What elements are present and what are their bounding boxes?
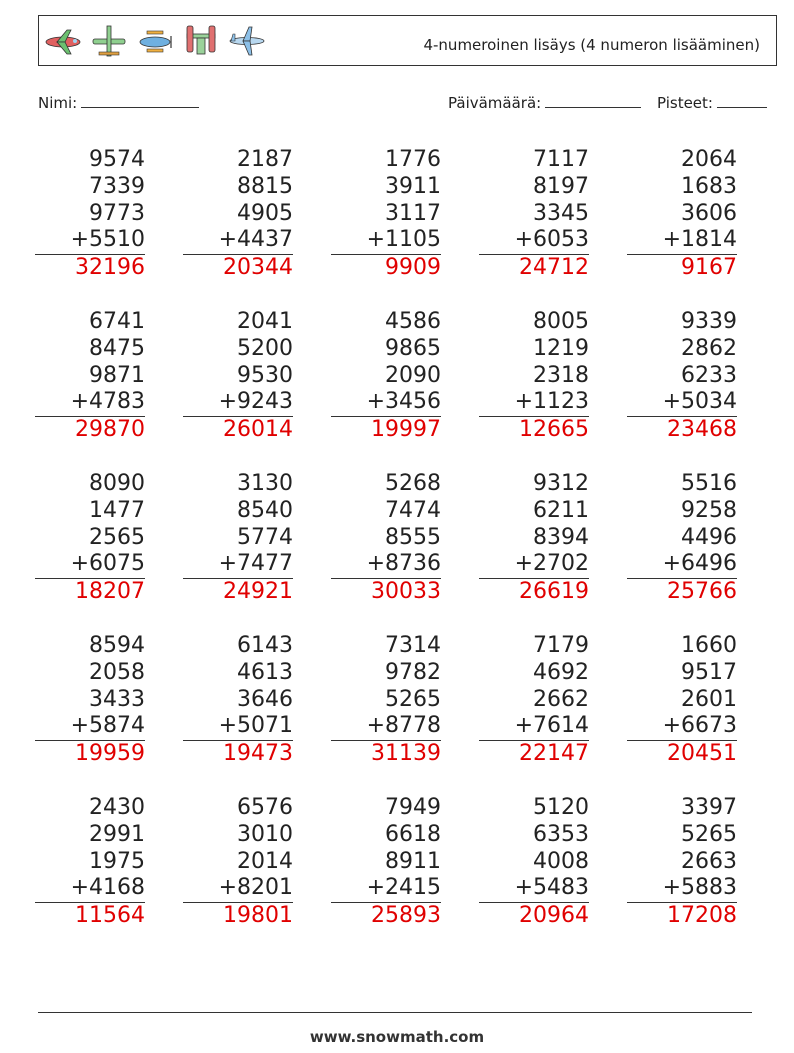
addend-2: 9517 <box>681 659 737 685</box>
addend-3: 4905 <box>237 200 293 226</box>
addend-4: +5034 <box>627 389 737 417</box>
worksheet-title: 4-numeroinen lisäys (4 numeron lisääminen) <box>423 36 760 54</box>
sum-answer: 18207 <box>75 579 145 605</box>
addition-problem <box>35 471 145 606</box>
addition-problem <box>35 147 145 282</box>
addend-4: +4437 <box>183 227 293 255</box>
addition-problem <box>35 795 145 930</box>
addend-3: 3606 <box>681 200 737 226</box>
addend-1: 2041 <box>237 309 293 334</box>
addend-1: 7179 <box>533 633 589 658</box>
addend-1: 1660 <box>681 633 737 658</box>
addition-problem <box>331 309 441 444</box>
addend-1: 8594 <box>89 633 145 658</box>
addend-1: 6741 <box>89 309 145 334</box>
addend-3: 3433 <box>89 686 145 712</box>
addition-problem <box>479 309 589 444</box>
header-icons <box>43 22 267 60</box>
addend-2: 9865 <box>385 335 441 361</box>
addend-4: +2702 <box>479 551 589 579</box>
addend-4: +5510 <box>35 227 145 255</box>
addend-4: +5071 <box>183 713 293 741</box>
sum-answer: 31139 <box>371 741 441 767</box>
addend-1: 5268 <box>385 471 441 496</box>
date-label: Päivämäärä: <box>448 94 542 112</box>
addend-3: 8555 <box>385 524 441 550</box>
addend-1: 1776 <box>385 147 441 172</box>
addend-1: 7314 <box>385 633 441 658</box>
addend-3: 5774 <box>237 524 293 550</box>
addend-1: 5516 <box>681 471 737 496</box>
biplane-icon <box>135 22 175 60</box>
sum-answer: 9909 <box>385 255 441 281</box>
addend-4: +7614 <box>479 713 589 741</box>
addend-4: +5483 <box>479 875 589 903</box>
addend-4: +5883 <box>627 875 737 903</box>
addend-1: 2187 <box>237 147 293 172</box>
addition-problem <box>627 309 737 444</box>
addend-4: +1123 <box>479 389 589 417</box>
sum-answer: 22147 <box>519 741 589 767</box>
addend-4: +1814 <box>627 227 737 255</box>
sum-answer: 24712 <box>519 255 589 281</box>
addend-3: 2662 <box>533 686 589 712</box>
addend-2: 4613 <box>237 659 293 685</box>
addend-2: 7339 <box>89 173 145 199</box>
addend-4: +1105 <box>331 227 441 255</box>
sum-answer: 19473 <box>223 741 293 767</box>
addend-2: 2862 <box>681 335 737 361</box>
addend-4: +4783 <box>35 389 145 417</box>
green-plane-icon <box>89 22 129 60</box>
sum-answer: 12665 <box>519 417 589 443</box>
addition-problem <box>183 633 293 768</box>
addend-4: +5874 <box>35 713 145 741</box>
addend-1: 9574 <box>89 147 145 172</box>
addend-4: +8778 <box>331 713 441 741</box>
addend-4: +9243 <box>183 389 293 417</box>
addition-problem <box>627 633 737 768</box>
addend-1: 9339 <box>681 309 737 334</box>
name-line <box>81 93 199 108</box>
addend-2: 6618 <box>385 821 441 847</box>
addend-1: 7949 <box>385 795 441 820</box>
sum-answer: 20964 <box>519 903 589 929</box>
addend-3: 3345 <box>533 200 589 226</box>
sum-answer: 19801 <box>223 903 293 929</box>
addend-4: +6075 <box>35 551 145 579</box>
addition-problem <box>331 471 441 606</box>
sum-answer: 17208 <box>667 903 737 929</box>
sum-answer: 11564 <box>75 903 145 929</box>
addend-1: 7117 <box>533 147 589 172</box>
sum-answer: 20451 <box>667 741 737 767</box>
sum-answer: 26619 <box>519 579 589 605</box>
addend-2: 1219 <box>533 335 589 361</box>
score-field[interactable] <box>657 93 767 112</box>
jet-plane-icon <box>227 22 267 60</box>
sum-answer: 19997 <box>371 417 441 443</box>
addend-1: 8090 <box>89 471 145 496</box>
addend-2: 1477 <box>89 497 145 523</box>
addend-3: 2014 <box>237 848 293 874</box>
addend-1: 2064 <box>681 147 737 172</box>
addition-problem <box>183 309 293 444</box>
addend-2: 8815 <box>237 173 293 199</box>
addend-2: 8197 <box>533 173 589 199</box>
addend-4: +6496 <box>627 551 737 579</box>
addend-1: 3130 <box>237 471 293 496</box>
addend-1: 6143 <box>237 633 293 658</box>
worksheet-header <box>38 15 777 66</box>
addend-3: 3646 <box>237 686 293 712</box>
addend-2: 3010 <box>237 821 293 847</box>
addend-3: 8911 <box>385 848 441 874</box>
red-plane-icon <box>43 22 83 60</box>
addition-problem <box>35 309 145 444</box>
addend-2: 6353 <box>533 821 589 847</box>
addend-2: 9782 <box>385 659 441 685</box>
addition-problem <box>331 795 441 930</box>
addend-3: 2601 <box>681 686 737 712</box>
score-label: Pisteet: <box>657 94 713 112</box>
addend-1: 2430 <box>89 795 145 820</box>
addend-2: 5200 <box>237 335 293 361</box>
addend-2: 7474 <box>385 497 441 523</box>
date-line <box>545 93 641 108</box>
addition-problem <box>331 147 441 282</box>
addend-2: 2058 <box>89 659 145 685</box>
addend-3: 9530 <box>237 362 293 388</box>
addend-3: 1975 <box>89 848 145 874</box>
twin-engine-plane-icon <box>181 22 221 60</box>
addend-1: 6576 <box>237 795 293 820</box>
date-field[interactable] <box>448 93 641 112</box>
addend-2: 8475 <box>89 335 145 361</box>
sum-answer: 26014 <box>223 417 293 443</box>
sum-answer: 9167 <box>681 255 737 281</box>
addend-1: 9312 <box>533 471 589 496</box>
addition-problem <box>183 471 293 606</box>
addend-3: 8394 <box>533 524 589 550</box>
addition-problem <box>627 471 737 606</box>
sum-answer: 30033 <box>371 579 441 605</box>
sum-answer: 19959 <box>75 741 145 767</box>
addend-2: 9258 <box>681 497 737 523</box>
addend-1: 3397 <box>681 795 737 820</box>
addition-problem <box>479 633 589 768</box>
addend-3: 2318 <box>533 362 589 388</box>
addition-problem <box>331 633 441 768</box>
addend-3: 4496 <box>681 524 737 550</box>
addition-problem <box>627 795 737 930</box>
addend-4: +3456 <box>331 389 441 417</box>
addend-3: 4008 <box>533 848 589 874</box>
name-field[interactable] <box>38 93 199 112</box>
footer-divider <box>38 1012 752 1013</box>
addend-4: +8736 <box>331 551 441 579</box>
addend-3: 2090 <box>385 362 441 388</box>
addend-2: 3911 <box>385 173 441 199</box>
addend-1: 4586 <box>385 309 441 334</box>
addend-3: 9871 <box>89 362 145 388</box>
sum-answer: 29870 <box>75 417 145 443</box>
score-line <box>717 93 767 108</box>
addition-problem <box>627 147 737 282</box>
sum-answer: 23468 <box>667 417 737 443</box>
footer-site[interactable]: www.snowmath.com <box>309 1028 485 1046</box>
addend-2: 6211 <box>533 497 589 523</box>
addend-2: 8540 <box>237 497 293 523</box>
sum-answer: 20344 <box>223 255 293 281</box>
addend-3: 3117 <box>385 200 441 226</box>
addend-4: +8201 <box>183 875 293 903</box>
addend-3: 2663 <box>681 848 737 874</box>
addend-4: +6673 <box>627 713 737 741</box>
sum-answer: 32196 <box>75 255 145 281</box>
addend-1: 5120 <box>533 795 589 820</box>
addend-2: 5265 <box>681 821 737 847</box>
addend-3: 6233 <box>681 362 737 388</box>
addend-4: +7477 <box>183 551 293 579</box>
addition-problem <box>183 795 293 930</box>
addend-3: 2565 <box>89 524 145 550</box>
sum-answer: 25766 <box>667 579 737 605</box>
addition-problem <box>479 147 589 282</box>
sum-answer: 24921 <box>223 579 293 605</box>
name-label: Nimi: <box>38 94 78 112</box>
addend-4: +2415 <box>331 875 441 903</box>
addend-2: 2991 <box>89 821 145 847</box>
addition-problem <box>479 471 589 606</box>
sum-answer: 25893 <box>371 903 441 929</box>
addend-2: 1683 <box>681 173 737 199</box>
addend-2: 4692 <box>533 659 589 685</box>
addend-1: 8005 <box>533 309 589 334</box>
addition-problem <box>479 795 589 930</box>
addend-4: +4168 <box>35 875 145 903</box>
addend-3: 5265 <box>385 686 441 712</box>
addend-3: 9773 <box>89 200 145 226</box>
addend-4: +6053 <box>479 227 589 255</box>
addition-problem <box>183 147 293 282</box>
addition-problem <box>35 633 145 768</box>
